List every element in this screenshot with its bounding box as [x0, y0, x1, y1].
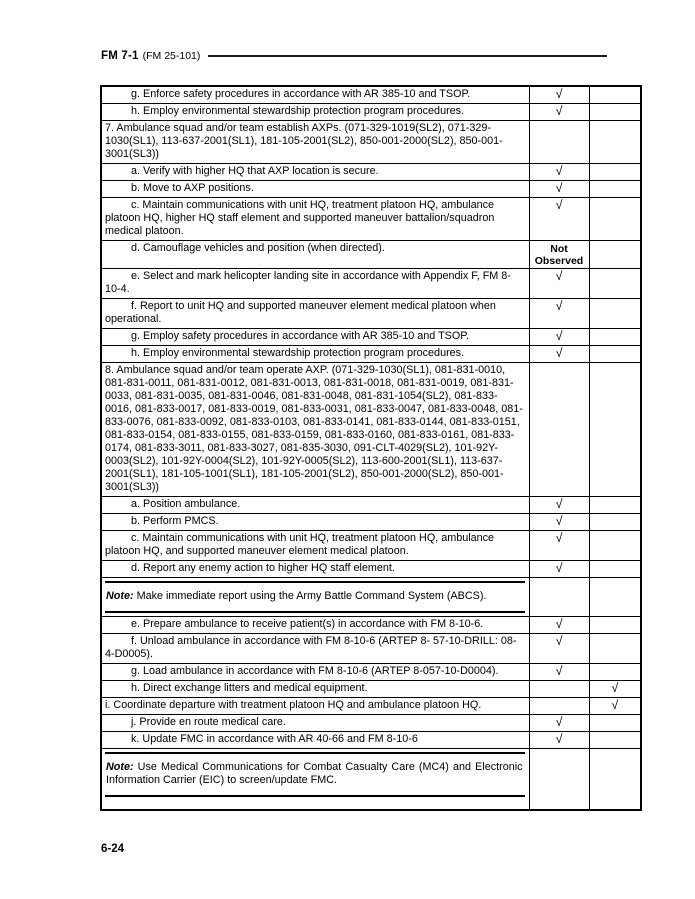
table-row	[101, 86, 641, 104]
mark-column-2-cell	[589, 329, 641, 346]
task-cell	[101, 578, 529, 617]
task-text: e. Select and mark helicopter landing site in accordance with Appendix F, FM 8-10-4.	[105, 270, 511, 295]
mark-column-2-cell	[589, 617, 641, 634]
mark-column-2-cell	[589, 732, 641, 749]
task-cell	[101, 634, 529, 664]
mark-column-2-cell	[589, 241, 641, 269]
task-text: k. Update FMC in accordance with AR 40-66 and FM 8-10-6	[131, 733, 418, 745]
header-doc-code: FM 7-1	[101, 50, 139, 62]
task-cell	[101, 497, 529, 514]
task-cell	[101, 329, 529, 346]
check-mark-cell: √	[529, 86, 589, 104]
task-text: j. Provide en route medical care.	[131, 716, 286, 728]
table-row	[101, 329, 641, 346]
task-cell	[101, 104, 529, 121]
check-mark-cell: √	[529, 617, 589, 634]
task-cell	[101, 86, 529, 104]
task-cell	[101, 299, 529, 329]
task-text: f. Unload ambulance in accordance with FM 8-10-6 (ARTEP 8- 57-10-DRILL: 08-4-D0005).	[105, 635, 517, 660]
mark-column-2-cell	[589, 514, 641, 531]
table-row	[101, 241, 641, 269]
table-row	[101, 681, 641, 698]
check-mark-cell: √	[529, 198, 589, 241]
task-cell	[101, 241, 529, 269]
mark-column-1-cell	[529, 698, 589, 715]
note-label: Note:	[106, 761, 134, 773]
note-box: Note: Make immediate report using the Army Battle Command System (ABCS).	[105, 581, 525, 613]
header-doc-ref: (FM 25-101)	[142, 50, 201, 62]
task-text: g. Enforce safety procedures in accordance with AR 385-10 and TSOP.	[131, 88, 471, 100]
table-row	[101, 198, 641, 241]
task-text: b. Perform PMCS.	[131, 515, 219, 527]
task-text: a. Position ambulance.	[131, 498, 241, 510]
mark-column-2-cell	[589, 198, 641, 241]
task-cell	[101, 681, 529, 698]
task-cell	[101, 531, 529, 561]
mark-column-1-cell	[529, 749, 589, 811]
task-cell	[101, 732, 529, 749]
task-cell	[101, 121, 529, 164]
task-cell	[101, 561, 529, 578]
task-text: c. Maintain communications with unit HQ, treatment platoon HQ, ambulance platoon HQ, and supported maneuver element medical platoon.	[105, 532, 495, 557]
table-row	[101, 531, 641, 561]
mark-column-2-cell	[589, 121, 641, 164]
table-row	[101, 269, 641, 299]
task-text: b. Move to AXP positions.	[131, 182, 254, 194]
mark-column-2-cell	[589, 634, 641, 664]
task-cell	[101, 269, 529, 299]
task-evaluation-table	[100, 85, 642, 811]
check-mark-cell: √	[529, 715, 589, 732]
task-cell	[101, 363, 529, 497]
task-cell	[101, 346, 529, 363]
table-row	[101, 634, 641, 664]
task-text: h. Direct exchange litters and medical equipment.	[131, 682, 368, 694]
table-row	[101, 617, 641, 634]
mark-column-2-cell	[589, 86, 641, 104]
task-cell	[101, 198, 529, 241]
task-text: 8. Ambulance squad and/or team operate AXP. (071-329-1030(SL1), 081-831-0010, 081-831-0011, 081-831-0012, 081-831-0013, 081-831-0018, 081-831-0019, 081-831-0033, 081-831-0035, 081-831-0046, 081-831-0048, 081-831-1054(SL2), 081-833-0016, 081-833-0017, 081-833-0019, 081-833-0031, 081-833-0047, 081-833-0048, 081-833-0076, 081-833-0092, 081-833-0103, 081-833-0141, 081-833-0144, 081-833-0151, 081-833-0154, 081-833-0155, 081-833-0159, 081-833-0160, 081-833-0161, 081-833-0174, 081-833-3011, 081-833-3027, 081-835-3030, 091-CLT-4029(SL2), 101-92Y-0003(SL2), 101-92Y-0004(SL2), 101-92Y-0005(SL2), 113-600-2001(SL1), 113-637-2001(SL1), 181-105-1001(SL1), 181-105-2001(SL2), 850-001-2000(SL2), 850-001-3001(SL3))	[105, 364, 523, 493]
mark-column-2-cell	[589, 531, 641, 561]
task-text: c. Maintain communications with unit HQ, treatment platoon HQ, ambulance platoon HQ, higher HQ staff element and supported maneuver battalion/squadron medical platoon.	[105, 199, 495, 237]
mark-column-2-cell	[589, 497, 641, 514]
task-text: e. Prepare ambulance to receive patient(s) in accordance with FM 8-10-6.	[131, 618, 484, 630]
table-row	[101, 299, 641, 329]
mark-column-1-cell	[529, 681, 589, 698]
check-mark-cell: √	[529, 664, 589, 681]
task-cell	[101, 715, 529, 732]
table-row	[101, 561, 641, 578]
mark-column-2-cell	[589, 363, 641, 497]
check-mark-cell: √	[529, 181, 589, 198]
table-row	[101, 664, 641, 681]
check-mark-cell: √	[529, 269, 589, 299]
table-row	[101, 514, 641, 531]
check-mark-cell: √	[589, 681, 641, 698]
check-mark-cell: √	[529, 634, 589, 664]
check-mark-cell: √	[529, 346, 589, 363]
check-mark-cell: √	[529, 514, 589, 531]
table-row	[101, 121, 641, 164]
check-mark-cell: √	[529, 531, 589, 561]
note-box: Note: Use Medical Communications for Combat Casualty Care (MC4) and Electronic Information Carrier (EIC) to screen/update FMC.	[105, 752, 525, 797]
mark-column-2-cell	[589, 578, 641, 617]
task-cell	[101, 617, 529, 634]
check-mark-cell: √	[589, 698, 641, 715]
table-row	[101, 732, 641, 749]
mark-column-2-cell	[589, 104, 641, 121]
task-cell	[101, 514, 529, 531]
table-row	[101, 363, 641, 497]
table-row	[101, 181, 641, 198]
mark-column-2-cell	[589, 749, 641, 811]
table-row	[101, 578, 641, 617]
mark-column-2-cell	[589, 664, 641, 681]
task-text: d. Camouflage vehicles and position (when directed).	[131, 242, 385, 254]
mark-column-1-cell	[529, 241, 589, 269]
mark-column-1-cell	[529, 363, 589, 497]
check-mark-cell: √	[529, 329, 589, 346]
task-text: g. Employ safety procedures in accordance with AR 385-10 and TSOP.	[131, 330, 470, 342]
task-text: a. Verify with higher HQ that AXP location is secure.	[131, 165, 379, 177]
task-cell	[101, 181, 529, 198]
task-text: f. Report to unit HQ and supported maneuver element medical platoon when operational.	[105, 300, 496, 325]
mark-column-2-cell	[589, 299, 641, 329]
check-mark-cell: √	[529, 732, 589, 749]
mark-column-2-cell	[589, 181, 641, 198]
mark-column-2-cell	[589, 715, 641, 732]
not-observed-label: Not Observed	[534, 243, 584, 267]
page-header	[101, 50, 640, 62]
table-row	[101, 698, 641, 715]
task-cell	[101, 749, 529, 811]
table-row	[101, 164, 641, 181]
task-text: 7. Ambulance squad and/or team establish AXPs. (071-329-1019(SL2), 071-329-1030(SL1), 113-637-2001(SL1), 181-105-2001(SL2), 850-001-2000(SL2), 850-001-3001(SL3))	[105, 122, 503, 160]
table-row	[101, 104, 641, 121]
table-row	[101, 749, 641, 811]
check-mark-cell: √	[529, 104, 589, 121]
mark-column-2-cell	[589, 164, 641, 181]
table-row	[101, 346, 641, 363]
mark-column-1-cell	[529, 578, 589, 617]
task-text: g. Load ambulance in accordance with FM 8-10-6 (ARTEP 8-057-10-D0004).	[131, 665, 499, 677]
table-row	[101, 715, 641, 732]
mark-column-2-cell	[589, 269, 641, 299]
check-mark-cell: √	[529, 561, 589, 578]
task-table-body	[101, 86, 641, 810]
footer-page-number: 6-24	[101, 843, 125, 855]
mark-column-2-cell	[589, 346, 641, 363]
mark-column-1-cell	[529, 121, 589, 164]
task-cell	[101, 698, 529, 715]
check-mark-cell: √	[529, 164, 589, 181]
table-row	[101, 497, 641, 514]
task-text: h. Employ environmental stewardship protection program procedures.	[131, 105, 465, 117]
check-mark-cell: √	[529, 497, 589, 514]
task-text: i. Coordinate departure with treatment platoon HQ and ambulance platoon HQ.	[105, 699, 482, 711]
task-cell	[101, 664, 529, 681]
note-label: Note:	[106, 590, 134, 602]
check-mark-cell: √	[529, 299, 589, 329]
task-text: d. Report any enemy action to higher HQ staff element.	[131, 562, 395, 574]
task-text: h. Employ environmental stewardship protection program procedures.	[131, 347, 465, 359]
task-cell	[101, 164, 529, 181]
mark-column-2-cell	[589, 561, 641, 578]
header-rule	[208, 55, 607, 57]
page-footer	[101, 843, 124, 855]
